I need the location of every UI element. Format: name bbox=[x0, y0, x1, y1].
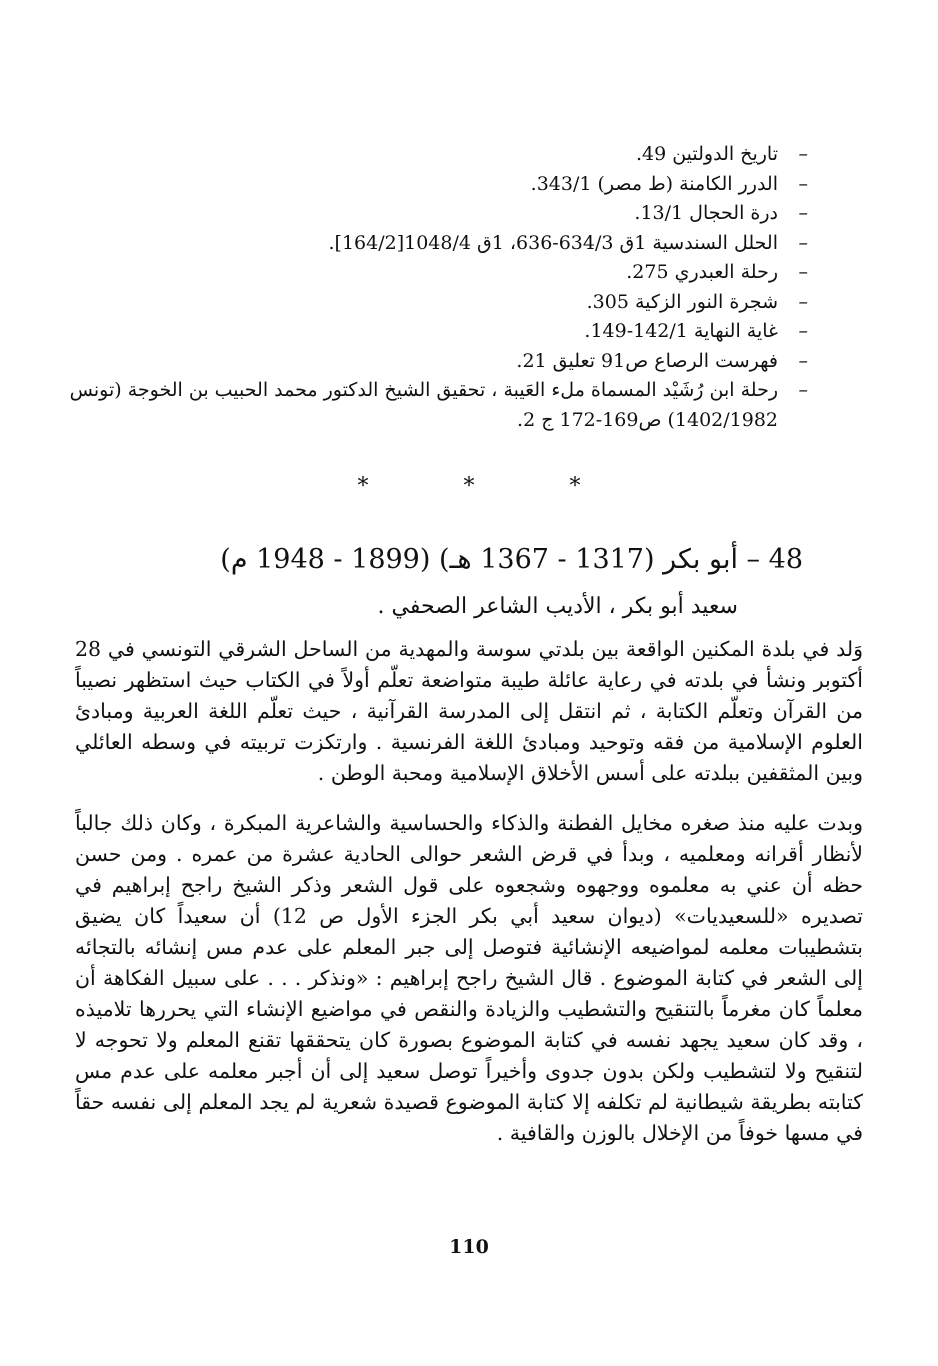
source-item bbox=[60, 170, 808, 200]
list-dash: – bbox=[798, 202, 808, 224]
source-item bbox=[60, 376, 808, 435]
source-text: تاريخ الدولتين 49. bbox=[635, 143, 778, 165]
source-text: رحلة العبدري 275. bbox=[626, 261, 778, 283]
list-dash: – bbox=[798, 379, 808, 401]
source-item bbox=[60, 317, 808, 347]
source-text: فهرست الرصاع ص91 تعليق 21. bbox=[516, 349, 778, 372]
body-paragraph: وبدت عليه منذ صغره مخايل الفطنة والذكاء والحساسية والشاعرية المبكرة ، وكان ذلك جالباً لأنظار أقرانه ومعلميه ، وبدأ في قرض الشعر حوالى الحادية عشرة من عمره . ومن حسن حظه أن عني به معلموه ووجهوه وشجعوه على قول الشعر وذكر الشيخ راجح إبراهيم في تصديره «للسعيديات» (ديوان سعيد أبي بكر الجزء الأول ص 12) أن سعيداً كان يضيق بتشطيبات معلمه لمواضيعه الإنشائية فتوصل إلى جبر المعلم على عدم مس إنشائه بالتجائه إلى الشعر في كتابة الموضوع . قال الشيخ راجح إبراهيم : «ونذكر . . . على سبيل الفكاهة أن معلماً كان مغرماً بالتنقيح والتشطيب والزيادة والنقص في مواضيع الإنشاء التي يحررها تلاميذه ، وقد كان سعيد يجهد نفسه في كتابة الموضوع بصورة كان يتحققها تقنع المعلم ولا تحوجه لا لتنقيح ولا لتشطيب ولكن بدون جدوى وأخيراً توصل سعيد إلى أن أجبر معلمه على عدم مس كتابته بطريقة شيطانية لم تكلفه إلا كتابة الموضوع قصيدة شعرية لم يجد المعلم إلى نفسه حقاً في مسها خوفاً من الإخلال بالوزن والقافية . bbox=[75, 811, 864, 1145]
source-text: غاية النهاية 142/1-149. bbox=[584, 320, 778, 342]
source-item bbox=[60, 229, 808, 259]
section-separator: * * * bbox=[357, 474, 625, 499]
source-item bbox=[60, 140, 808, 170]
source-text: الحلل السندسية 1ق 634/3-636، 1ق 1048/4[164/2]. bbox=[328, 231, 778, 254]
entry-heading: 48 – أبو بكر (1317 - 1367 هـ) (1899 - 1948 م) bbox=[220, 544, 803, 575]
source-item bbox=[60, 347, 808, 377]
list-dash: – bbox=[798, 143, 808, 165]
source-item bbox=[60, 288, 808, 318]
list-dash: – bbox=[798, 349, 808, 372]
list-dash: – bbox=[798, 231, 808, 254]
list-dash: – bbox=[798, 172, 808, 195]
sources-list bbox=[60, 140, 808, 435]
source-item bbox=[60, 258, 808, 288]
source-text: الدرر الكامنة (ط مصر) 343/1. bbox=[530, 172, 778, 195]
list-dash: – bbox=[798, 290, 808, 313]
source-item bbox=[60, 199, 808, 229]
entry-subheading: سعيد أبو بكر ، الأديب الشاعر الصحفي . bbox=[377, 594, 738, 619]
body-paragraph: وَلد في بلدة المكنين الواقعة بين بلدتي سوسة والمهدية من الساحل الشرقي التونسي في 28 أكتوبر ونشأ في بلدته في رعاية عائلة طيبة متواضعة تعلّم أولاً في الكتاب حيث استظهر نصيباً من القرآن وتعلّم الكتابة ، ثم انتقل إلى المدرسة القرآنية ، حيث تعلّم اللغة العربية ومبادئ العلوم الإسلامية من فقه وتوحيد ومبادئ اللغة الفرنسية . وارتكزت تربيته في وسطه العائلي وبين المثقفين ببلدته على أسس الأخلاق الإسلامية ومحبة الوطن . bbox=[75, 637, 863, 785]
list-dash: – bbox=[798, 320, 808, 342]
source-text: رحلة ابن رُشَيْد المسماة ملء العَيبة ، تحقيق الشيخ الدكتور محمد الحبيب بن الخوجة (تونس 1402/1982) ص169-172 ج 2. bbox=[69, 379, 778, 431]
list-dash: – bbox=[798, 261, 808, 283]
source-text: درة الحجال 13/1. bbox=[634, 202, 778, 224]
page-number: 110 bbox=[449, 1236, 489, 1258]
source-text: شجرة النور الزكية 305. bbox=[586, 290, 778, 313]
